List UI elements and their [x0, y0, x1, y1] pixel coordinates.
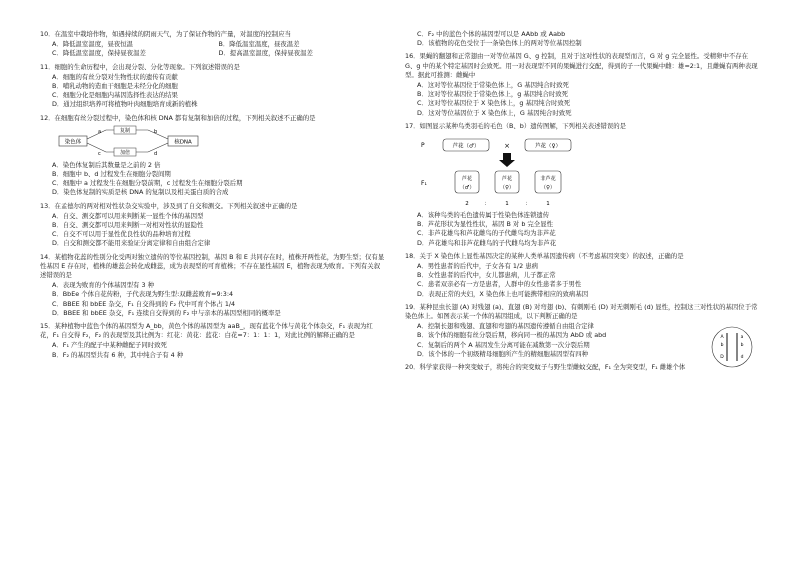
option-a: A．这对等位基因位于常染色体上，G 基因纯合时致死	[417, 81, 569, 90]
f1-generation-label: F₁	[421, 180, 427, 188]
gene-a: a	[740, 334, 744, 340]
parent-female-label: 芦花（♀）	[534, 143, 562, 150]
ratio-sep-1: ：	[484, 201, 490, 208]
cross-symbol: ×	[504, 142, 510, 151]
question-stem: 17．如图显示某种鸟类羽毛的毛色（B、b）遗传图解，下列相关表述错误的是	[405, 121, 627, 130]
option-c: C．降低温室温度，保持昼夜温差	[52, 49, 146, 58]
child-2-sex: （♀）	[499, 185, 515, 192]
option-b: B．该个体的细胞有丝分裂后期，移向同一极的基因为 AbD 或 abd	[417, 331, 607, 340]
option-a: A．该种鸟类的毛色遗传属于性染色体连锁遗传	[417, 211, 550, 220]
option-b: B．F₂ 的基因型共有 6 种，其中纯合子有 4 种	[52, 350, 184, 359]
option-b: B．BbEe 个体自花传粉，子代表现为野生型:双雌蕊败育=9:3:4	[52, 290, 234, 299]
gene-b-left: b	[720, 342, 724, 348]
option-a: A．控制长翅和残翅、直翅和弯翅的基因遗传遵循自由组合定律	[417, 322, 594, 331]
doubling-label: 加倍	[119, 149, 131, 156]
question-stem: 15．某种植物中蓝色个体的基因型为 A_bb，黄色个体的基因型为 aaB_，现有蓝花个体与黄花个体杂交，F₁ 表现为红花，F₁ 自交得 F₂，F₂ 的表现型及其比例为：红花：黄花：蓝花：白花=7：1：1：1，对此比例的解释正确的是	[40, 322, 373, 340]
question-10	[40, 30, 385, 59]
option-a: A．表现为败育的个体基因型有 3 种	[52, 281, 154, 290]
gene-D: D	[720, 354, 724, 360]
ratio-2: 1	[505, 201, 509, 208]
question-stem: 12．在细胞有丝分裂过程中，染色体和核 DNA 都有复制和加倍的过程，下列相关叙述不正确的是	[40, 113, 316, 122]
pedigree-diagram	[415, 133, 615, 209]
label-c: c	[98, 150, 101, 157]
option-a: A．自交、测交都可以用来判断某一显性个体的基因型	[52, 211, 204, 220]
option-d: D．提高温室温度，保持昼夜温差	[218, 49, 313, 58]
down-arrow-icon	[499, 153, 515, 167]
ratio-sep-2: ：	[525, 201, 531, 208]
option-d: D．芦花雄鸟和非芦花雌鸟的子代雌鸟均为非芦花	[417, 238, 557, 247]
question-12	[40, 114, 385, 198]
dna-label: 核DNA	[174, 139, 192, 146]
option-c: C．这对等位基因位于 X 染色体上，g 基因纯合时致死	[417, 99, 571, 108]
question-17	[405, 122, 760, 248]
question-stem: 14．某植物花蕊的性别分化受两对独立遗传的等位基因控制，基因 B 和 E 共同存在时，植株开两性花，为野生型；仅有显性基因 E 存在时，植株的雄蕊会转化成雌蕊，成为表现型的可育植株；不存在显性基因 E，植物表现为败育。下列有关叙述错误的是	[40, 252, 385, 280]
gene-A: A	[720, 334, 724, 340]
ratio-3: 1	[546, 201, 550, 208]
option-a: A．F₁ 产生的配子中某种雌配子同时致死	[52, 341, 167, 350]
option-c: C．复制后的两个 A 基因发生分离可能在减数第一次分裂后期	[417, 340, 590, 349]
option-c: C．非芦花雄鸟和芦花雌鸟的子代雌鸟均为非芦花	[417, 229, 556, 238]
question-stem: 16．果蝇的翻翅和正常翅由一对等位基因 G、g 控制，且对于这对性状的表现型而言，G 对 g 完全显性。受精卵中不存在 G、g 中的某个特定基因时会致死。用一对表现型不同的果蝇进行交配，得到的子一代果蝇中雌：雄=2:1，且雌蝇有两种表现型。据此可推测：雌蝇中	[405, 52, 758, 79]
question-stem: 18．关于 X 染色体上显性基因决定的某种人类单基因遗传病（不考虑基因突变）的叙述，正确的是	[405, 251, 684, 260]
option-c: C．自交不可以用于显性优良性状的品种培育过程	[52, 230, 191, 239]
parent-male-label: 芦花（♂）	[452, 143, 480, 150]
question-stem: 13．在孟德尔的两对相对性状杂交实验中，涉及到了自交和测交。下列相关叙述中正确的是	[40, 201, 298, 210]
cell-outline	[712, 327, 752, 367]
option-b: B．哺乳动物的造血干细胞是未经分化的细胞	[52, 82, 178, 91]
question-19	[405, 303, 760, 359]
question-stem: 10．在温室中栽培作物，如遇持续的阴雨天气，为了保证作物的产量，对温度的控制应当	[40, 30, 291, 38]
question-14	[40, 253, 385, 318]
option-b: B．这对等位基因位于常染色体上，g 基因纯合时致死	[417, 90, 569, 99]
left-column	[40, 30, 385, 364]
option-d: D．自交和测交都不能用来验证分离定律和自由组合定律	[52, 239, 211, 248]
child-2-trait: 芦花	[501, 176, 513, 183]
option-c: C．细胞中 a 过程发生在细胞分裂前期，c 过程发生在细胞分裂后期	[52, 179, 243, 188]
label-b: b	[154, 128, 158, 135]
option-a: A．细胞的有丝分裂对生物性状的遗传有贡献	[52, 72, 178, 81]
option-d: D．通过组织培养可将植物叶肉细胞培育成新的植株	[52, 100, 198, 109]
question-13	[40, 202, 385, 249]
option-d: D．染色体复制的实质是核 DNA 的复制以及相关蛋白质的合成	[52, 188, 229, 197]
question-18	[405, 252, 760, 299]
child-1-sex: （♂）	[459, 185, 475, 192]
question-stem: 20．科学家获得一种突变蚊子，将纯合的突变蚊子与野生型雌蚊交配，F₁ 全为突变型，F₁ 雌雄个体	[405, 363, 686, 372]
option-d: D．该植物的花色受位于一条染色体上的两对等位基因控制	[417, 39, 582, 48]
option-a: A．男性患者的后代中，子女各有 1/2 患病	[417, 262, 538, 271]
option-d: D．该个体的一个初级精母细胞所产生的精细胞基因型有四种	[417, 349, 589, 358]
gene-b-right: b	[740, 342, 744, 348]
option-d: D．这对等位基因位于 X 染色体上，G 基因纯合时致死	[417, 108, 572, 117]
label-a: a	[98, 128, 102, 135]
option-b: B．自交、测交都可以用来判断一对相对性状的显隐性	[52, 221, 204, 230]
label-d: d	[154, 150, 158, 157]
option-c: C．患者双亲必有一方是患者，人群中的女性患者多于男性	[417, 280, 582, 289]
question-stem: 19．某种昆虫长翅 (A) 对残翅 (a)、直翅 (B) 对弯翅 (b)、有刺刚毛 (D) 对无刺刚毛 (d) 显性，控制这三对性状的基因位于常染色体上。如图表示某一个体的基因组成，以下判断正确的是	[405, 302, 758, 321]
option-c: C．F₂ 中的蓝色个体的基因型可以是 AAbb 或 Aabb	[417, 30, 566, 38]
question-15	[40, 322, 385, 360]
child-1-trait: 芦花	[461, 176, 473, 183]
option-b: B．细胞中 b、d 过程发生在细胞分裂间期	[52, 170, 171, 179]
question-stem: 11．细胞的生命历程中，会出现分裂、分化等现象。下列叙述错误的是	[40, 62, 240, 71]
cell-gene-diagram	[710, 325, 754, 369]
question-16	[405, 52, 760, 117]
option-b: B．芦花形状为显性性状，基因 B 对 b 完全显性	[417, 220, 553, 229]
option-d: D．表现正常的夫妇，X 染色体上也可能携带相应的致病基因	[417, 289, 589, 298]
option-c: C．细胞分化是细胞内基因选择性表达的结果	[52, 91, 178, 100]
option-c: C．BBEE 和 bbEE 杂交，F₁ 自交得到的 F₂ 代中可育个体占 1/4	[52, 299, 236, 308]
right-column	[405, 30, 760, 376]
child-3-sex: （♀）	[540, 185, 556, 192]
option-b: B．降低温室温度，昼夜温差	[218, 40, 300, 49]
option-b: B．女性患者的后代中，女儿都患病，儿子都正常	[417, 271, 556, 280]
option-a: A．染色体复制后其数量是之前的 2 倍	[52, 160, 161, 169]
chromosome-label: 染色体	[64, 139, 82, 146]
question-11	[40, 63, 385, 110]
question-20	[405, 363, 760, 372]
chromosome-dna-diagram	[58, 125, 208, 159]
replication-label: 复制	[119, 127, 131, 134]
option-d: D．BBEE 和 bbEE 杂交，F₁ 连续自交得到的 F₂ 中与亲本的基因型相同的概率是	[52, 308, 281, 317]
gene-d: d	[740, 354, 744, 360]
ratio-1: 2	[465, 201, 469, 208]
question-15-continued	[405, 30, 760, 48]
option-a: A．降低温室温度，昼夜恒温	[52, 40, 134, 49]
child-3-trait: 非芦花	[540, 176, 556, 183]
p-generation-label: P	[421, 142, 425, 150]
